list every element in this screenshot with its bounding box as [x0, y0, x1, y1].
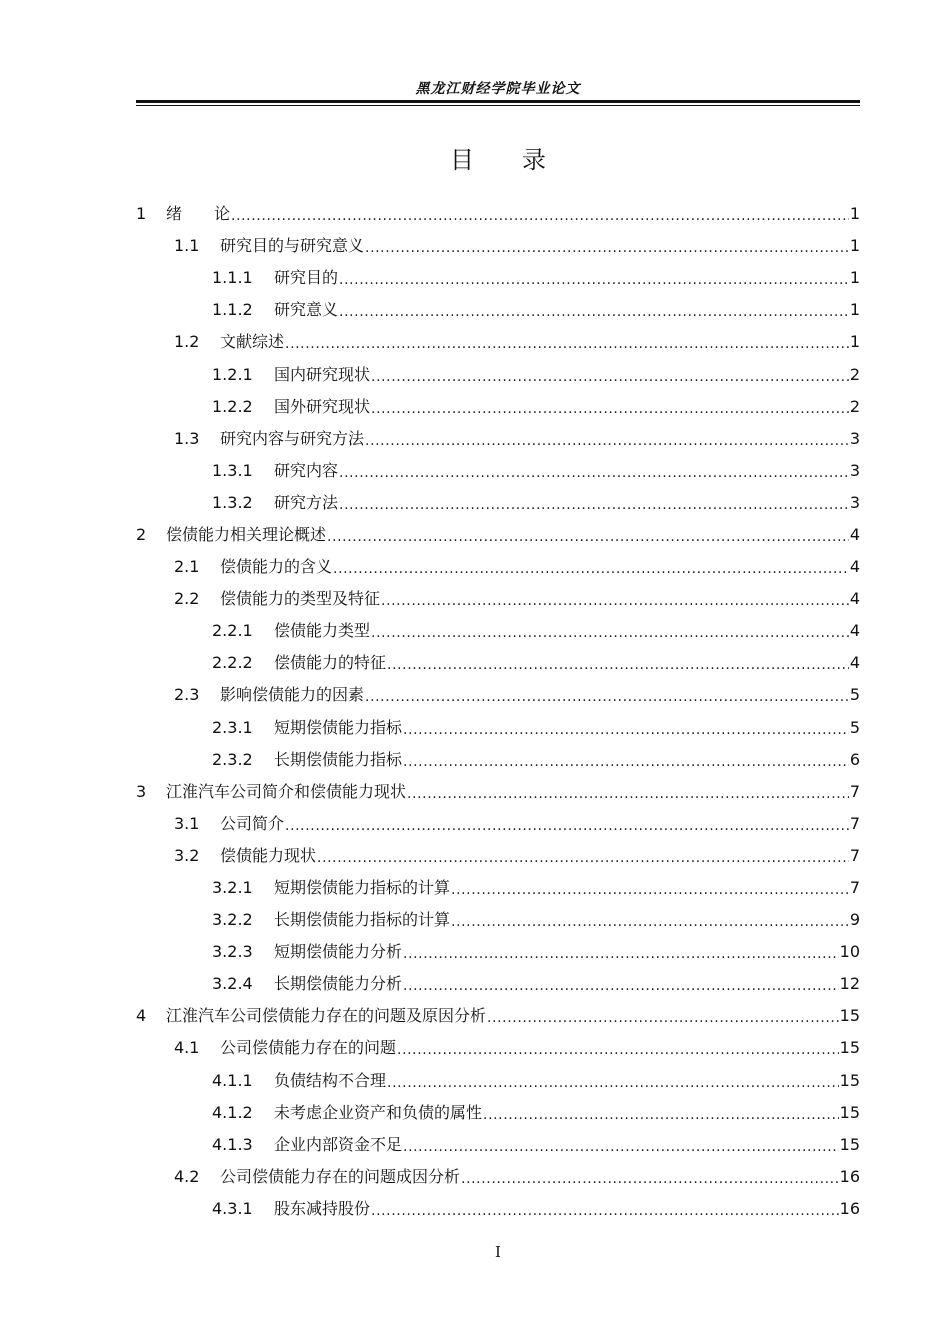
toc-dot-leader [327, 525, 849, 545]
toc-entry[interactable] [136, 1129, 860, 1161]
toc-entry[interactable] [136, 808, 860, 840]
toc-dot-leader [451, 910, 849, 930]
toc-entry-label: 研究目的 [274, 268, 339, 288]
toc-entry[interactable] [136, 583, 860, 615]
toc-entry[interactable] [136, 358, 860, 390]
toc-entry-label: 偿债能力的特征 [274, 653, 387, 673]
toc-entry-number: 4.1 [174, 1038, 200, 1058]
toc-entry-number: 4.1.3 [212, 1134, 253, 1154]
toc-entry[interactable] [136, 326, 860, 358]
toc-dot-leader [487, 1006, 839, 1026]
toc-entry-number: 1.2.1 [212, 364, 253, 384]
toc-entry-number: 1.2 [174, 332, 200, 352]
toc-entry-page: 5 [849, 717, 860, 737]
toc-entry[interactable] [136, 872, 860, 904]
toc-heading-right: 录 [522, 146, 546, 174]
toc-entry-page: 2 [849, 396, 860, 416]
toc-entry-number: 4.1.2 [212, 1102, 253, 1122]
toc-dot-leader [285, 332, 849, 352]
toc-entry-number: 1.1 [174, 236, 200, 256]
toc-entry-number: 3.2.4 [212, 974, 253, 994]
toc-dot-leader [317, 846, 849, 866]
toc-entry[interactable] [136, 294, 860, 326]
toc-entry[interactable] [136, 1161, 860, 1193]
toc-entry[interactable] [136, 1193, 860, 1225]
toc-entry-page: 1 [849, 332, 860, 352]
toc-entry-label: 研究方法 [274, 492, 339, 512]
toc-entry-label: 短期偿债能力指标 [274, 717, 403, 737]
toc-entry-number: 1 [136, 204, 147, 224]
toc-entry-page: 7 [849, 878, 860, 898]
toc-entry[interactable] [136, 904, 860, 936]
toc-entry-page: 1 [849, 300, 860, 320]
toc-dot-leader [451, 878, 849, 898]
toc-entry[interactable] [136, 647, 860, 679]
toc-entry-page: 15 [839, 1134, 860, 1154]
toc-entry-page: 4 [849, 621, 860, 641]
toc-dot-leader [387, 1071, 839, 1091]
toc-entry-label: 短期偿债能力指标的计算 [274, 878, 451, 898]
toc-entry-number: 3.2.3 [212, 942, 253, 962]
toc-entry-page: 2 [849, 364, 860, 384]
toc-entry-label: 研究目的与研究意义 [220, 236, 365, 256]
toc-heading [136, 140, 860, 175]
toc-dot-leader [371, 397, 849, 417]
toc-entry-number: 3.2.1 [212, 878, 253, 898]
toc-heading-left: 目 [450, 146, 474, 174]
toc-entry-number: 2.1 [174, 557, 200, 577]
toc-entry[interactable] [136, 423, 860, 455]
toc-entry[interactable] [136, 551, 860, 583]
toc-entry-label: 公司偿债能力存在的问题成因分析 [220, 1166, 461, 1186]
toc-entry[interactable] [136, 712, 860, 744]
toc-entry-label: 偿债能力相关理论概述 [166, 524, 327, 544]
toc-entry[interactable] [136, 776, 860, 808]
toc-dot-leader [397, 1038, 839, 1058]
toc-entry-number: 2.3.1 [212, 717, 253, 737]
toc-entry-label: 企业内部资金不足 [274, 1134, 403, 1154]
toc-entry-label: 负债结构不合理 [274, 1070, 387, 1090]
toc-entry-page: 5 [849, 685, 860, 705]
toc-entry-number: 1.3.1 [212, 460, 253, 480]
toc-dot-leader [365, 429, 849, 449]
toc-entry-number: 3 [136, 781, 147, 801]
toc-entry-number: 4.3.1 [212, 1198, 253, 1218]
toc-entry-number: 1.2.2 [212, 396, 253, 416]
toc-entry[interactable] [136, 615, 860, 647]
toc-entry-label: 股东减持股份 [274, 1198, 371, 1218]
toc-entry-label: 国外研究现状 [274, 396, 371, 416]
toc-entry-number: 4 [136, 1006, 147, 1026]
toc-dot-leader [371, 621, 849, 641]
toc-dot-leader [339, 461, 849, 481]
toc-entry-page: 1 [849, 204, 860, 224]
toc-entry-label: 偿债能力的类型及特征 [220, 589, 381, 609]
toc-entry[interactable] [136, 968, 860, 1000]
toc-entry-page: 10 [839, 942, 860, 962]
toc-entry[interactable] [136, 1032, 860, 1064]
toc-entry-page: 4 [849, 557, 860, 577]
toc-dot-leader [339, 268, 849, 288]
toc-entry-number: 2.3.2 [212, 749, 253, 769]
header-rule-thick [136, 100, 860, 103]
toc-dot-leader [231, 204, 849, 224]
toc-entry[interactable] [136, 262, 860, 294]
toc-dot-leader [371, 365, 849, 385]
toc-entry-label: 公司简介 [220, 813, 285, 833]
toc-entry[interactable] [136, 487, 860, 519]
toc-entry-number: 2.3 [174, 685, 200, 705]
toc-entry[interactable] [136, 1000, 860, 1032]
toc-dot-leader [403, 974, 839, 994]
toc-entry[interactable] [136, 840, 860, 872]
toc-entry-page: 1 [849, 268, 860, 288]
document-header-title: 黑龙江财经学院毕业论文 [415, 81, 581, 97]
toc-entry-page: 4 [849, 589, 860, 609]
toc-entry-number: 4.2 [174, 1166, 200, 1186]
toc-entry-number: 1.1.1 [212, 268, 253, 288]
toc-dot-leader [407, 782, 849, 802]
toc-entry-number: 2.2.2 [212, 653, 253, 673]
toc-entry-page: 15 [839, 1102, 860, 1122]
toc-entry-label: 绪 论 [166, 204, 231, 224]
toc-dot-leader [403, 1135, 839, 1155]
toc-entry-label: 江淮汽车公司简介和偿债能力现状 [166, 781, 407, 801]
toc-dot-leader [403, 718, 849, 738]
toc-dot-leader [371, 1199, 839, 1219]
table-of-contents [136, 198, 860, 1225]
toc-entry[interactable] [136, 519, 860, 551]
toc-entry-number: 1.1.2 [212, 300, 253, 320]
toc-entry-label: 未考虑企业资产和负债的属性 [274, 1102, 483, 1122]
toc-entry-label: 偿债能力类型 [274, 621, 371, 641]
toc-dot-leader [339, 300, 849, 320]
toc-dot-leader [381, 589, 849, 609]
toc-entry-page: 7 [849, 845, 860, 865]
toc-entry-label: 长期偿债能力分析 [274, 974, 403, 994]
toc-entry-label: 研究内容与研究方法 [220, 428, 365, 448]
page-number: I [495, 1243, 501, 1261]
toc-dot-leader [461, 1167, 839, 1187]
toc-entry[interactable] [136, 936, 860, 968]
toc-entry-page: 16 [839, 1198, 860, 1218]
toc-entry[interactable] [136, 1097, 860, 1129]
toc-entry[interactable] [136, 455, 860, 487]
toc-entry-page: 12 [839, 974, 860, 994]
toc-entry-number: 1.3 [174, 428, 200, 448]
header-rule-thin [136, 105, 860, 106]
toc-entry-label: 公司偿债能力存在的问题 [220, 1038, 397, 1058]
toc-entry[interactable] [136, 230, 860, 262]
toc-entry-number: 3.2 [174, 845, 200, 865]
toc-entry[interactable] [136, 391, 860, 423]
toc-entry-page: 6 [849, 749, 860, 769]
toc-entry-label: 文献综述 [220, 332, 285, 352]
toc-dot-leader [339, 493, 849, 513]
toc-dot-leader [333, 557, 849, 577]
toc-entry-label: 偿债能力的含义 [220, 557, 333, 577]
toc-entry-page: 3 [849, 492, 860, 512]
toc-entry[interactable] [136, 1065, 860, 1097]
toc-entry[interactable] [136, 679, 860, 711]
toc-entry-page: 3 [849, 428, 860, 448]
toc-entry-number: 3.1 [174, 813, 200, 833]
toc-entry-page: 16 [839, 1166, 860, 1186]
toc-dot-leader [387, 653, 849, 673]
toc-entry-page: 15 [839, 1006, 860, 1026]
toc-dot-leader [365, 685, 849, 705]
toc-dot-leader [365, 236, 849, 256]
toc-entry-page: 3 [849, 460, 860, 480]
toc-entry-page: 7 [849, 813, 860, 833]
toc-entry-number: 1.3.2 [212, 492, 253, 512]
toc-dot-leader [483, 1103, 839, 1123]
toc-entry-label: 影响偿债能力的因素 [220, 685, 365, 705]
toc-entry-number: 2.2.1 [212, 621, 253, 641]
toc-entry-page: 1 [849, 236, 860, 256]
toc-entry-label: 长期偿债能力指标的计算 [274, 910, 451, 930]
toc-entry-page: 15 [839, 1070, 860, 1090]
toc-entry-page: 4 [849, 653, 860, 673]
toc-entry-page: 7 [849, 781, 860, 801]
toc-entry-number: 2.2 [174, 589, 200, 609]
toc-entry[interactable] [136, 744, 860, 776]
toc-entry-number: 2 [136, 524, 147, 544]
toc-entry-number: 4.1.1 [212, 1070, 253, 1090]
toc-entry[interactable] [136, 198, 860, 230]
toc-entry-page: 15 [839, 1038, 860, 1058]
toc-dot-leader [285, 814, 849, 834]
toc-entry-label: 短期偿债能力分析 [274, 942, 403, 962]
toc-entry-label: 研究内容 [274, 460, 339, 480]
toc-entry-label: 研究意义 [274, 300, 339, 320]
toc-entry-page: 4 [849, 524, 860, 544]
toc-entry-number: 3.2.2 [212, 910, 253, 930]
toc-dot-leader [403, 750, 849, 770]
toc-entry-label: 国内研究现状 [274, 364, 371, 384]
toc-dot-leader [403, 942, 839, 962]
toc-entry-label: 偿债能力现状 [220, 845, 317, 865]
toc-entry-label: 长期偿债能力指标 [274, 749, 403, 769]
toc-entry-page: 9 [849, 910, 860, 930]
toc-entry-label: 江淮汽车公司偿债能力存在的问题及原因分析 [166, 1006, 487, 1026]
